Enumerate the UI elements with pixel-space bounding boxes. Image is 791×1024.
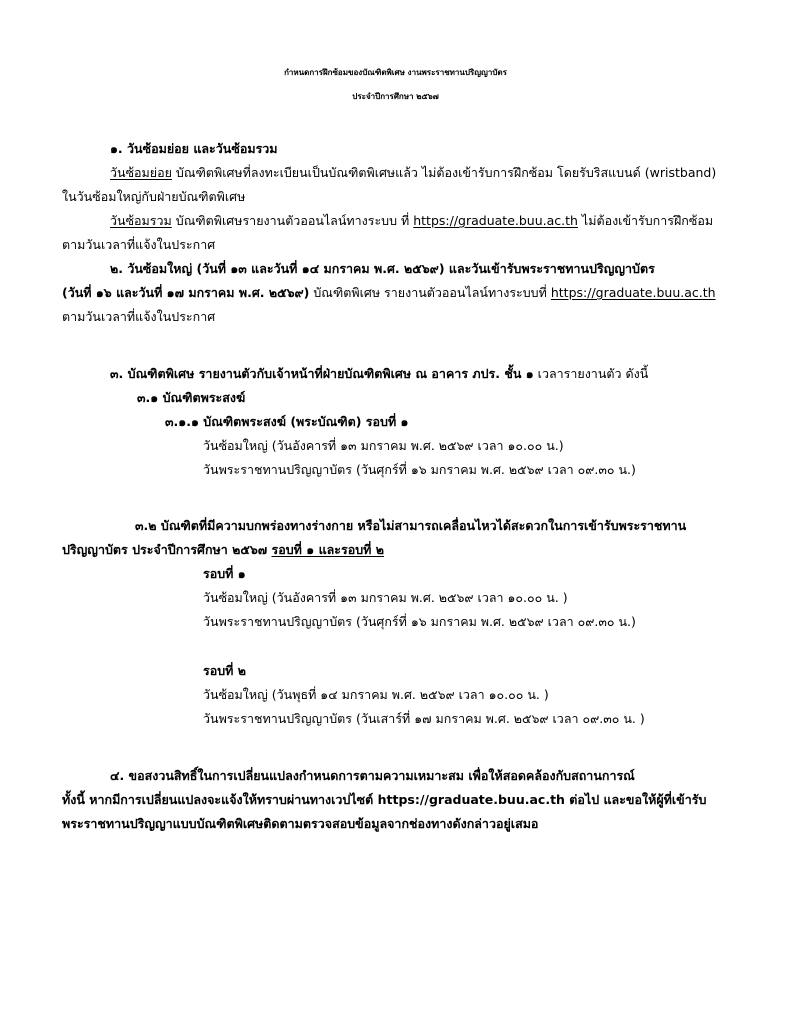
section-1-heading: ๑. วันซ้อมย่อย และวันซ้อมรวม (110, 141, 278, 156)
section-2-line2 (62, 285, 716, 300)
minor-rehearsal-text: บัณฑิตพิเศษที่ลงทะเบียนเป็นบัณฑิตพิเศษแล้ว ไม่ต้องเข้ารับการฝึกซ้อม โดยรับริสแบนด์ (wristband) (171, 165, 717, 180)
section-3-2-year: ปริญญาบัตร ประจำปีการศึกษา ๒๕๖๗ (62, 542, 272, 557)
document-subtitle: ประจำปีการศึกษา ๒๕๖๗ (352, 92, 439, 101)
section-3-1-1-rehearsal: วันซ้อมใหญ่ (วันอังคารที่ ๑๓ มกราคม พ.ศ. ๒๕๖๙ เวลา ๑๐.๐๐ น.) (203, 438, 564, 453)
round-1-ceremony: วันพระราชทานปริญญาบัตร (วันศุกร์ที่ ๑๖ มกราคม พ.ศ. ๒๕๖๙ เวลา ๐๙.๓๐ น.) (203, 614, 636, 629)
section-2-text: บัณฑิตพิเศษ รายงานตัวออนไลน์ทางระบบที่ (309, 285, 551, 300)
round-1-title: รอบที่ ๑ (203, 566, 246, 581)
graduate-link-1[interactable]: https://graduate.buu.ac.th (413, 213, 578, 228)
section-2-dates: (วันที่ ๑๖ และวันที่ ๑๗ มกราคม พ.ศ. ๒๕๖๙) (62, 285, 310, 300)
graduate-link-2[interactable]: https://graduate.buu.ac.th (550, 285, 716, 300)
section-3-1-heading: ๓.๑ บัณฑิตพระสงฆ์ (137, 390, 246, 405)
section-3-1-1-heading: ๓.๑.๑ บัณฑิตพระสงฆ์ (พระบัณฑิต) รอบที่ ๑ (165, 414, 409, 429)
section-3-2-rounds: รอบที่ ๑ และรอบที่ ๒ (271, 542, 384, 557)
joint-rehearsal-label: วันซ้อมรวม (110, 213, 172, 228)
section-1-joint-rehearsal (110, 213, 713, 228)
joint-rehearsal-text: บัณฑิตพิเศษรายงานตัวออนไลน์ทางระบบ ที่ (171, 213, 414, 228)
joint-rehearsal-after: ไม่ต้องเข้ารับการฝึกซ้อม (577, 213, 714, 228)
section-4-line2: ทั้งนี้ หากมีการเปลี่ยนแปลงจะแจ้งให้ทราบผ่านทางเวปไซต์ https://graduate.buu.ac.th ต่อไป และขอให้ผู้ที่เข้ารับ (62, 792, 707, 807)
document-title: กำหนดการฝึกซ้อมของบัณฑิตพิเศษ งานพระราชทานปริญญาบัตร (284, 68, 507, 77)
round-2-title: รอบที่ ๒ (203, 663, 246, 678)
section-3-2-heading-cont (62, 542, 384, 557)
section-2-line3: ตามวันเวลาที่แจ้งในประกาศ (62, 309, 216, 324)
section-3-heading-bold: ๓. บัณฑิตพิเศษ รายงานตัวกับเจ้าหน้าที่ฝ่ายบัณฑิตพิเศษ ณ อาคาร ภปร. ชั้น ๑ (110, 366, 534, 381)
section-3-heading-text: เวลารายงานตัว ดังนี้ (533, 366, 649, 381)
section-1-minor-rehearsal (110, 165, 716, 180)
round-2-rehearsal: วันซ้อมใหญ่ (วันพุธที่ ๑๔ มกราคม พ.ศ. ๒๕๖๙ เวลา ๑๐.๐๐ น. ) (203, 687, 549, 702)
section-3-2-heading: ๓.๒ บัณฑิตที่มีความบกพร่องทางร่างกาย หรือไม่สามารถเคลื่อนไหวได้สะดวกในการเข้ารับพระราชทาน (135, 518, 687, 533)
round-2-ceremony: วันพระราชทานปริญญาบัตร (วันเสาร์ที่ ๑๗ มกราคม พ.ศ. ๒๕๖๙ เวลา ๐๙.๓๐ น. ) (203, 711, 645, 726)
section-3-heading (110, 366, 648, 381)
section-4-heading: ๔. ขอสงวนสิทธิ์ในการเปลี่ยนแปลงกำหนดการตามความเหมาะสม เพื่อให้สอดคล้องกับสถานการณ์ (110, 768, 635, 783)
joint-rehearsal-cont: ตามวันเวลาที่แจ้งในประกาศ (62, 237, 216, 252)
round-1-rehearsal: วันซ้อมใหญ่ (วันอังคารที่ ๑๓ มกราคม พ.ศ. ๒๕๖๙ เวลา ๑๐.๐๐ น. ) (203, 590, 568, 605)
minor-rehearsal-label: วันซ้อมย่อย (110, 165, 172, 180)
section-3-1-1-ceremony: วันพระราชทานปริญญาบัตร (วันศุกร์ที่ ๑๖ มกราคม พ.ศ. ๒๕๖๙ เวลา ๐๙.๓๐ น.) (203, 462, 636, 477)
section-4-line3: พระราชทานปริญญาแบบบัณฑิตพิเศษติดตามตรวจสอบข้อมูลจากช่องทางดังกล่าวอยู่เสมอ (62, 816, 539, 831)
section-2-heading: ๒. วันซ้อมใหญ่ (วันที่ ๑๓ และวันที่ ๑๔ มกราคม พ.ศ. ๒๕๖๙) และวันเข้ารับพระราชทานปริญญาบัตร (110, 261, 655, 276)
minor-rehearsal-text-cont: ในวันซ้อมใหญ่กับฝ่ายบัณฑิตพิเศษ (62, 189, 246, 204)
